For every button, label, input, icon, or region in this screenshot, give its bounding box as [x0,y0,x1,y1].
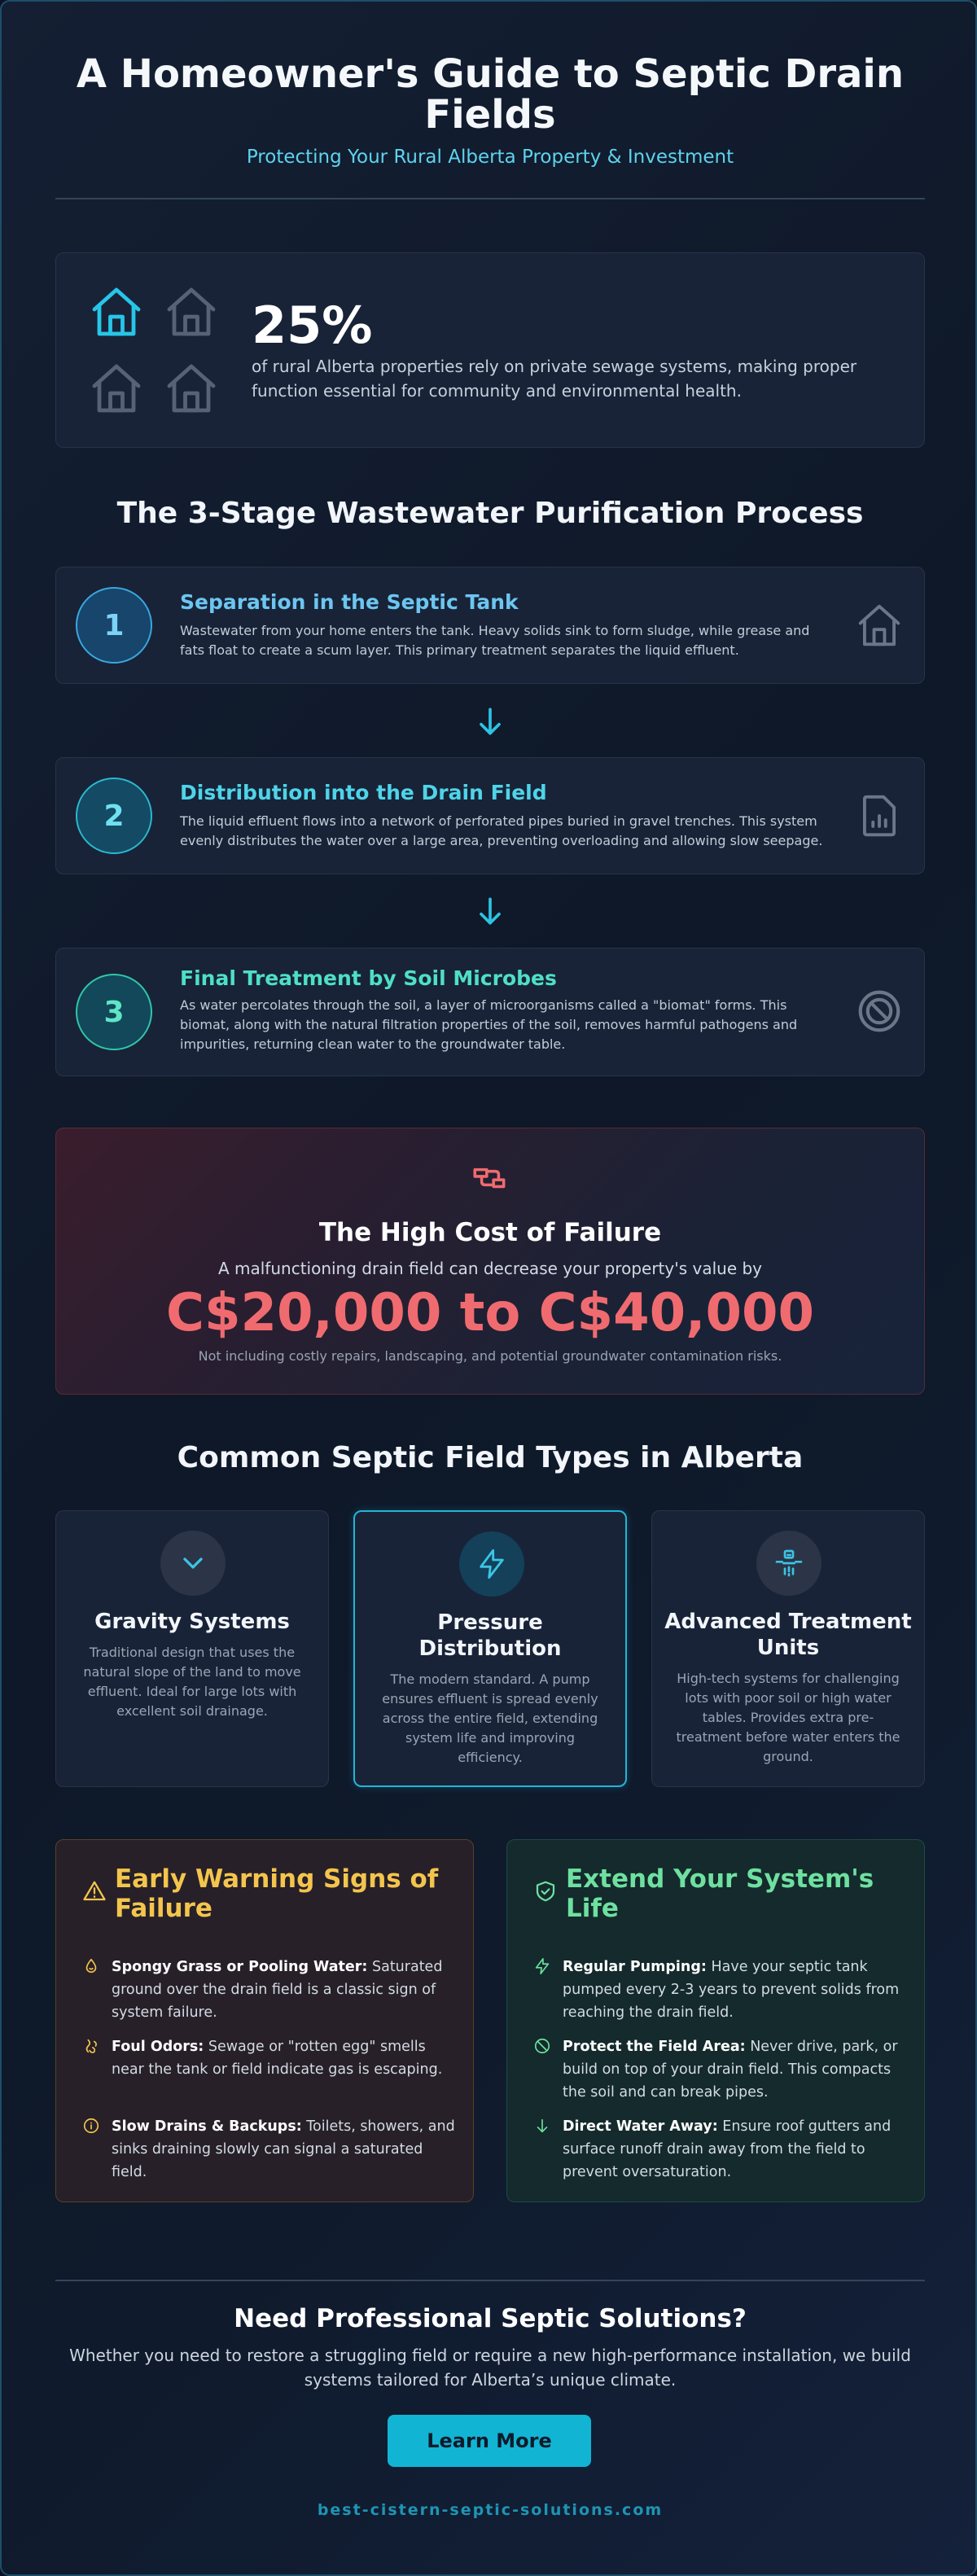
odor-icon [82,2037,100,2055]
type-card-pressure [353,1510,627,1787]
type-description: The modern standard. A pump ensures effluent is spread evenly across the entire field, extending system life and improving efficiency. [382,1671,598,1765]
info-icon [82,2117,100,2135]
process-step-2 [55,757,925,874]
item-body: Have your septic tank pumped every 2-3 years to prevent solids from reaching the drain field. [563,1959,900,2021]
house-icon [87,283,146,341]
shield-check-icon [533,1879,558,1904]
house-icon [162,359,221,418]
cost-title: The High Cost of Failure [318,1218,662,1247]
step-description: As water percolates through the soil, a layer of microorganisms called a "biomat" forms. This biomat, along with the natural filtration properties of the soil, removes harmful pathogens and impurities, returning clean water to the groundwater table. [180,997,798,1052]
arrow-down-icon [472,893,508,929]
cost-of-failure-card [55,1128,925,1395]
arrow-down-icon [472,703,508,739]
step-title: Final Treatment by Soil Microbes [180,966,557,990]
step-number: 1 [76,587,152,664]
item-body: Never drive, park, or build on top of your drain field. This compacts the soil and can break pipes. [563,2039,898,2101]
type-title: Advanced Treatment Units [664,1610,912,1660]
process-title: The 3-Stage Wastewater Purification Process [116,497,864,530]
item-body: Saturated ground over the drain field is a classic sign of system failure. [112,1959,443,2021]
type-card-advanced [651,1510,925,1787]
cost-value: C$20,000 to C$40,000 [165,1283,815,1343]
type-title: Pressure Distribution [418,1610,562,1661]
page-subtitle: Protecting Your Rural Alberta Property & Investment [246,147,734,168]
house-icon [854,600,905,651]
item-body: Sewage or "rotten egg" smells near the tank or field indicate gas is escaping. [112,2039,443,2078]
type-description: Traditional design that uses the natural slope of the land to move effluent. Ideal for large lots with excellent soil drainage. [83,1645,301,1719]
stat-card [55,252,925,448]
maintenance-title: Extend Your System's Life [566,1864,874,1923]
item-label: Slow Drains & Backups: [112,2118,302,2135]
item-label: Spongy Grass or Pooling Water: [112,1959,368,1975]
warning-triangle-icon [82,1879,107,1904]
ban-icon [854,986,905,1036]
step-number: 3 [76,974,152,1050]
warning-signs-panel [55,1839,474,2202]
warning-item-text [112,2115,462,2184]
warning-item-text [112,2035,462,2081]
step-number: 2 [76,778,152,854]
types-title: Common Septic Field Types in Alberta [177,1441,804,1474]
file-chart-icon [854,791,905,841]
cost-note: Not including costly repairs, landscaping, and potential groundwater contamination risks. [198,1348,782,1364]
stat-number: 25% [252,296,373,355]
maintenance-item-text [563,1956,913,2024]
type-icon-wrap [756,1531,821,1596]
type-icon-wrap [160,1531,226,1596]
website-link[interactable]: best-cistern-septic-solutions.com [317,2501,664,2519]
step-title: Separation in the Septic Tank [180,590,519,614]
item-label: Regular Pumping: [563,1959,707,1975]
house-icon [87,359,146,418]
ban-icon [533,2037,551,2055]
maintenance-item-text [563,2115,913,2184]
pipe-icon [470,1158,510,1198]
warning-title: Early Warning Signs of Failure [115,1864,439,1923]
learn-more-button[interactable]: Learn More [388,2415,591,2467]
stat-description: of rural Alberta properties rely on private sewage systems, making proper function essential for community and environmental health. [252,357,857,401]
process-step-1 [55,567,925,684]
warning-item-text [112,1956,462,2024]
bolt-icon [475,1548,508,1580]
page-title: A Homeowner's Guide to Septic Drain Fields [76,51,905,138]
chevron-down-icon [177,1547,209,1579]
type-description: High-tech systems for challenging lots with poor soil or high water tables. Provides extra pre-treatment before water enters the ground. [676,1671,900,1764]
step-description: The liquid effluent flows into a network of perforated pipes buried in gravel trenches. This system evenly distributes the water over a large area, preventing overloading and allowing slow seepage. [180,813,823,848]
cost-lead-text: A malfunctioning drain field can decrease your property's value by [217,1259,763,1278]
arrow-down-icon [533,2117,551,2135]
treatment-unit-icon [773,1547,805,1579]
process-step-3 [55,948,925,1076]
type-icon-wrap [459,1531,524,1597]
header-divider [55,198,925,199]
maintenance-item-text [563,2035,913,2104]
item-body: Ensure roof gutters and surface runoff drain away from the field to prevent oversaturation. [563,2118,892,2180]
droplet-hand-icon [82,1957,100,1975]
item-label: Direct Water Away: [563,2118,718,2135]
type-title: Gravity Systems [94,1610,290,1634]
footer-divider [55,2280,925,2281]
maintenance-panel [506,1839,925,2202]
item-label: Foul Odors: [112,2039,204,2055]
cta-title: Need Professional Septic Solutions? [234,2304,747,2333]
item-label: Protect the Field Area: [563,2039,746,2055]
item-body: Toilets, showers, and sinks draining slowly can signal a saturated field. [112,2118,455,2180]
cta-text: Whether you need to restore a struggling field or require a new high-performance installation, we build systems tailored for Alberta’s unique climate. [69,2346,911,2390]
step-title: Distribution into the Drain Field [180,781,547,804]
step-description: Wastewater from your home enters the tank. Heavy solids sink to form sludge, while grease and fats float to create a scum layer. This primary treatment separates the liquid effluent. [180,623,810,658]
type-card-gravity [55,1510,329,1787]
bolt-icon [533,1957,551,1975]
house-icon [162,283,221,341]
